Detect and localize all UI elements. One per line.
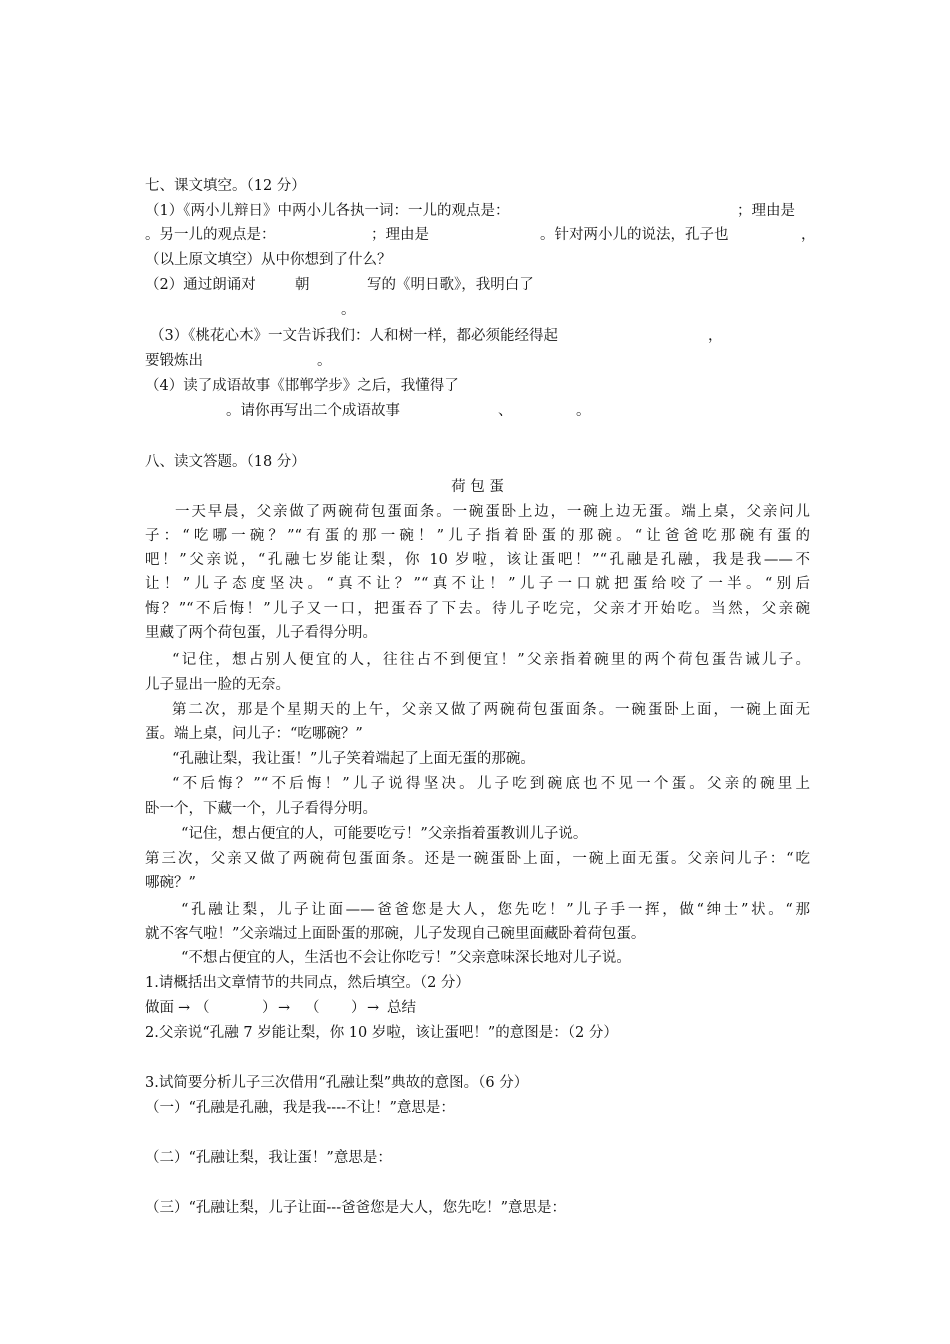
q8-1: 1.请概括出文章情节的共同点，然后填空。（2 分） (145, 975, 470, 991)
story-p2-line1: “记住，想占别人便宜的人，往往占不到便宜！”父亲指着碗里的两个荷包蛋告诫儿子。 (172, 652, 810, 668)
q7-1-text-d: ；理由是 (371, 227, 429, 243)
q8-3-1: （一）“孔融是孔融，我是我----不让！”意思是： (145, 1100, 455, 1116)
story-p1-line1: 一天早晨，父亲做了两碗荷包蛋面条。一碗蛋卧上边，一碗上边无蛋。端上桌，父亲问儿 (175, 504, 810, 520)
q7-1-line3: （以上原文填空）从中你想到了什么？ (145, 252, 392, 268)
q7-2-line1 (145, 273, 810, 297)
q8-3-3: （三）“孔融让梨，儿子让面---爸爸您是大人，您先吃！”意思是： (145, 1200, 567, 1216)
q7-1-text-c: 。另一儿的观点是： (145, 227, 276, 243)
q7-2-end: 。 (341, 302, 356, 318)
q7-3-text-a: （3）《桃花心木》一文告诉我们：人和树一样，都必须能经得起 (150, 328, 558, 344)
story-title: 荷 包 蛋 (451, 479, 504, 495)
fill-f: 总结 (387, 1000, 416, 1016)
q8-1-fill (145, 996, 810, 1020)
q7-4-text-b: 。请你再写出二个成语故事 (226, 403, 400, 419)
story-p1-line5: 悔？”“不后悔！”儿子又一口，把蛋吞了下去。待儿子吃完，父亲才开始吃。当然，父亲碗 (145, 601, 810, 617)
story-p1-line4: 让！”儿子态度坚决。“真不让？”“真不让！”儿子一口就把蛋给咬了一半。“别后 (145, 576, 810, 592)
story-p8-line1: “孔融让梨，儿子让面——爸爸您是大人，您先吃！”儿子手一挥，做“绅士”状。“那 (181, 902, 810, 918)
arrow-icon: → (178, 1000, 191, 1016)
story-p3-line1: 第二次，那是个星期天的上午，父亲又做了两碗荷包蛋面条。一碗蛋卧上面，一碗上面无 (172, 702, 810, 718)
fill-c: ） (262, 1000, 277, 1016)
arrow-icon: → (367, 1000, 380, 1016)
story-p5-line2: 卧一个，下藏一个，儿子看得分明。 (145, 801, 377, 817)
q7-1-text-b: ；理由是 (737, 203, 795, 219)
story-p9: “不想占便宜的人，生活也不会让你吃亏！”父亲意味深长地对儿子说。 (181, 950, 631, 966)
story-p2-line2: 儿子显出一脸的无奈。 (145, 677, 290, 693)
q7-3-text-b: ， (708, 328, 723, 344)
story-p3-line2: 蛋。端上桌，问儿子：“吃哪碗？” (145, 726, 363, 742)
q7-3-line2 (145, 349, 810, 373)
q7-3-line1 (150, 324, 815, 348)
q7-3-text-d: 。 (317, 353, 332, 369)
story-p1-line2: 子：“吃哪一碗？”“有蛋的那一碗！”儿子指着卧蛋的那碗。“让爸爸吃那碗有蛋的 (145, 528, 810, 544)
arrow-icon: → (278, 1000, 291, 1016)
story-p1-line3: 吧！”父亲说，“孔融七岁能让梨，你 10 岁啦，该让蛋吧！”“孔融是孔融，我是我——不 (145, 552, 810, 568)
q7-1-line2 (145, 223, 816, 247)
fill-e: ） (351, 1000, 366, 1016)
q7-4-line2 (145, 399, 810, 423)
q7-1-line1 (145, 199, 810, 223)
q7-4-text-c: 、 (498, 403, 513, 419)
q8-3: 3.试简要分析儿子三次借用“孔融让梨”典故的意图。（6 分） (145, 1075, 529, 1091)
q8-2: 2.父亲说“孔融 7 岁能让梨，你 10 岁啦，该让蛋吧！”的意图是：（2 分） (145, 1025, 618, 1041)
fill-b: （ (195, 1000, 210, 1016)
q8-3-2: （二）“孔融让梨，我让蛋！”意思是： (145, 1150, 392, 1166)
q7-4-line1: （4）读了成语故事《邯郸学步》之后，我懂得了 (145, 378, 459, 394)
fill-d: （ (305, 1000, 320, 1016)
fill-a: 做面 (145, 1000, 174, 1016)
q7-1-text-e: 。针对两小儿的说法，孔子也 (540, 227, 729, 243)
q7-3-text-c: 要锻炼出 (145, 353, 203, 369)
story-p6: “记住，想占便宜的人，可能要吃亏！”父亲指着蛋教训儿子说。 (181, 826, 588, 842)
q7-1-text-a: （1）《两小儿辩日》中两小儿各执一词：一儿的观点是： (145, 203, 510, 219)
section-7-title: 七、课文填空。（12 分） (145, 178, 306, 194)
story-p8-line2: 就不客气啦！”父亲端过上面卧蛋的那碗，儿子发现自己碗里面藏卧着荷包蛋。 (145, 926, 646, 942)
story-p1-line6: 里藏了两个荷包蛋，儿子看得分明。 (145, 625, 377, 641)
section-8-title: 八、读文答题。（18 分） (145, 454, 306, 470)
q7-4-text-d: 。 (576, 403, 591, 419)
story-p4: “孔融让梨，我让蛋！”儿子笑着端起了上面无蛋的那碗。 (172, 751, 535, 767)
story-p7-line2: 哪碗？” (145, 875, 196, 891)
q7-1-text-f: ， (801, 227, 816, 243)
q7-2-text-b: 朝 (295, 277, 310, 293)
q7-2-text-c: 写的《明日歌》，我明白了 (367, 277, 534, 293)
story-p5-line1: “不后悔？”“不后悔！”儿子说得坚决。儿子吃到碗底也不见一个蛋。父亲的碗里上 (172, 776, 810, 792)
story-p7-line1: 第三次，父亲又做了两碗荷包蛋面条。还是一碗蛋卧上面，一碗上面无蛋。父亲问儿子：“吃 (145, 851, 810, 867)
q7-2-text-a: （2）通过朗诵对 (145, 277, 256, 293)
